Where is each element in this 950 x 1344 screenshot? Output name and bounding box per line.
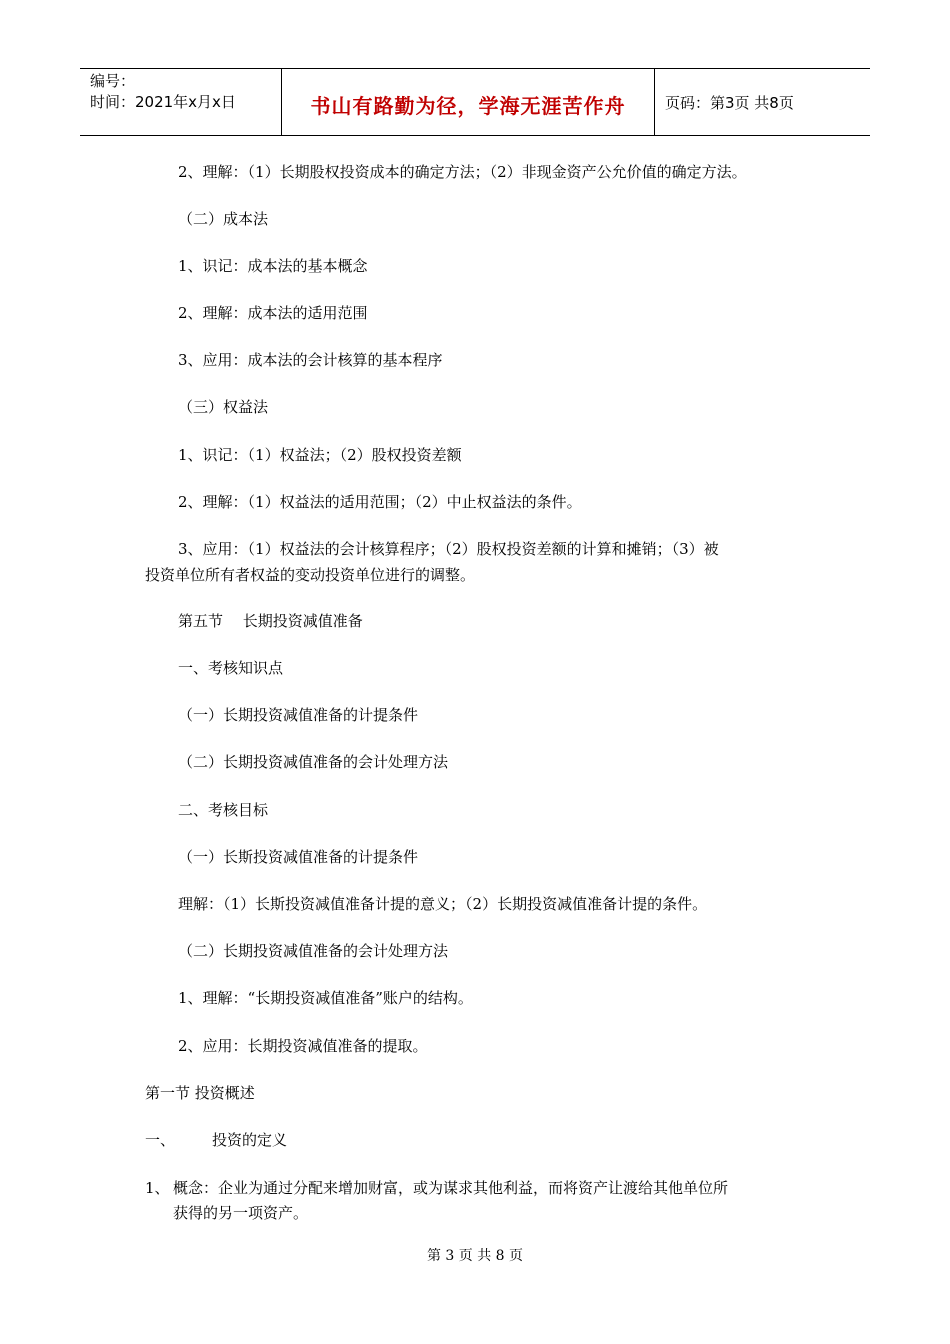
number-label: 编号： <box>90 72 136 90</box>
list-marker: 一、 <box>145 1131 176 1149</box>
section-heading: （三）权益法 <box>178 398 269 416</box>
paragraph: 2、理解：（1）长期股权投资成本的确定方法；（2）非现金资产公允价值的确定方法。 <box>178 163 747 181</box>
chapter-heading: 第五节 长期投资减值准备 <box>178 612 363 630</box>
header-meta <box>80 69 281 135</box>
page-header <box>80 68 870 136</box>
paragraph: 2、应用：长期投资减值准备的提取。 <box>178 1037 428 1055</box>
section-heading: （二）成本法 <box>178 210 269 228</box>
page-footer: 第 3 页 共 8 页 <box>426 1248 524 1264</box>
section-heading: 一、考核知识点 <box>178 659 284 677</box>
paragraph: 概念：企业为通过分配来增加财富，或为谋求其他利益，而将资产让渡给其他单位所 <box>173 1179 729 1197</box>
paragraph: 3、应用：成本法的会计核算的基本程序 <box>178 351 443 369</box>
paragraph: 1、识记：（1）权益法；（2）股权投资差额 <box>178 446 462 464</box>
list-marker: 1、 <box>145 1179 170 1197</box>
paragraph-continuation: 投资单位所有者权益的变动投资单位进行的调整。 <box>145 566 476 584</box>
date-label: 时间：2021年x月x日 <box>90 93 236 111</box>
section-heading: 二、考核目标 <box>178 801 269 819</box>
header-motto-cell <box>281 69 655 135</box>
paragraph: 理解：（1）长斯投资减值准备计提的意义；（2）长期投资减值准备计提的条件。 <box>178 895 708 913</box>
section-heading: 投资的定义 <box>212 1131 288 1149</box>
paragraph: 2、理解：成本法的适用范围 <box>178 304 368 322</box>
paragraph: （二）长期投资减值准备的会计处理方法 <box>178 942 449 960</box>
paragraph: （一）长期投资减值准备的计提条件 <box>178 706 419 724</box>
header-page-info: 页码：第3页 共8页 <box>665 93 794 112</box>
paragraph: 2、理解：（1）权益法的适用范围；（2）中止权益法的条件。 <box>178 493 582 511</box>
header-motto: 书山有路勤为径，学海无涯苦作舟 <box>310 93 626 118</box>
paragraph: （一）长斯投资减值准备的计提条件 <box>178 848 419 866</box>
paragraph: （二）长期投资减值准备的会计处理方法 <box>178 753 449 771</box>
chapter-heading: 第一节 投资概述 <box>145 1084 255 1102</box>
paragraph-continuation: 获得的另一项资产。 <box>173 1204 309 1222</box>
paragraph: 1、理解：“长期投资减值准备”账户的结构。 <box>178 989 473 1007</box>
paragraph: 1、识记：成本法的基本概念 <box>178 257 368 275</box>
paragraph: 3、应用：（1）权益法的会计核算程序；（2）股权投资差额的计算和摊销；（3）被 <box>178 540 719 558</box>
